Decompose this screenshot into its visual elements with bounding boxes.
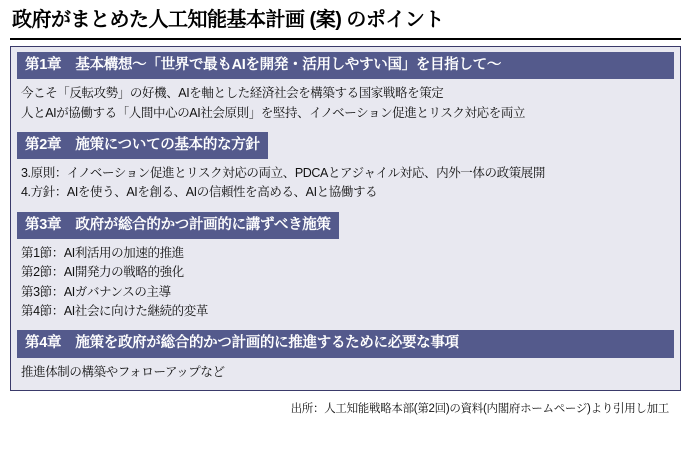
source-note: 出所：人工知能戦略本部(第2回)の資料(内閣府ホームページ)より引用し加工 bbox=[290, 402, 669, 415]
chapter-body bbox=[17, 159, 674, 205]
chapter-line: 推進体制の構築やフォローアップなど bbox=[21, 364, 225, 379]
chapter-line: 第1節：AI利活用の加速的推進 bbox=[21, 245, 184, 260]
chapter-line: 第2節：AI開発力の戦略的強化 bbox=[21, 265, 184, 280]
chapter-body bbox=[17, 239, 674, 324]
chapter-body bbox=[17, 79, 674, 125]
chapter-heading: 第1章 基本構想〜「世界で最もAIを開発・活用しやすい国」を目指して〜 bbox=[17, 52, 674, 79]
chapter-line: 第4節：AI社会に向けた継続的変革 bbox=[21, 304, 208, 318]
chapter-line: 4.方針：AIを使う、AIを創る、AIの信頼性を高める、AIと協働する bbox=[21, 185, 378, 200]
chapter-block bbox=[17, 132, 674, 205]
outline-panel bbox=[10, 46, 681, 391]
chapter-line: 3.原則：イノベーション促進とリスク対応の両立、PDCAとアジャイル対応、内外一体の政策展開 bbox=[21, 166, 546, 180]
chapter-line: 今こそ「反転攻勢」の好機、AIを軸とした経済社会を構築する国家戦略を策定 bbox=[21, 86, 444, 101]
chapter-block bbox=[17, 52, 674, 125]
chapter-line: 人とAIが協働する「人間中心のAI社会原則」を堅持、イノベーション促進とリスク対応を両立 bbox=[21, 105, 526, 120]
chapter-block bbox=[17, 212, 674, 324]
chapter-heading: 第2章 施策についての基本的な方針 bbox=[17, 132, 268, 159]
page-title: 政府がまとめた人工知能基本計画 (案) のポイント bbox=[12, 9, 444, 31]
title-divider bbox=[10, 38, 681, 40]
chapter-block bbox=[17, 330, 674, 384]
chapter-heading: 第3章 政府が総合的かつ計画的に講ずべき施策 bbox=[17, 212, 339, 239]
chapter-line: 第3節：AIガバナンスの主導 bbox=[21, 284, 171, 299]
chapter-body bbox=[17, 358, 674, 384]
chapter-heading: 第4章 施策を政府が総合的かつ計画的に推進するために必要な事項 bbox=[17, 330, 674, 357]
